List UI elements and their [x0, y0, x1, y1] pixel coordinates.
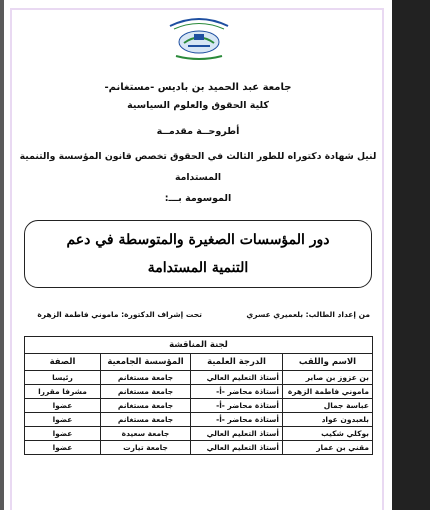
table-row — [25, 399, 373, 413]
committee-caption: لجنة المناقشة — [25, 337, 373, 354]
header-role: الصفة — [25, 354, 101, 371]
member-role: عضوا — [25, 399, 101, 413]
member-name: ماموني فاطمة الزهرة — [283, 385, 373, 399]
degree-line-2: المستدامة — [174, 172, 222, 183]
thesis-title: دور المؤسسات الصغيرة والمتوسطة في دعم التنمية المستدامة — [66, 232, 330, 276]
member-name: بن عزوز بن صابر — [283, 371, 373, 385]
member-role: عضوا — [25, 427, 101, 441]
header-institution: المؤسسة الجامعية — [101, 354, 191, 371]
member-role: عضوا — [25, 413, 101, 427]
member-name: بلعبدون عواد — [283, 413, 373, 427]
committee-table — [24, 336, 373, 455]
member-grade: أستاذة محاضر -أ- — [191, 385, 283, 399]
member-institution: جامعة مستغانم — [101, 399, 191, 413]
member-institution: جامعة سعيدة — [101, 427, 191, 441]
thesis-title-box — [24, 220, 372, 288]
table-row — [25, 385, 373, 399]
table-row — [25, 371, 373, 385]
member-role: مشرفا مقررا — [25, 385, 101, 399]
member-name: بوكلي شكيب — [283, 427, 373, 441]
table-row — [25, 441, 373, 455]
member-grade: أستاذ التعليم العالي — [191, 441, 283, 455]
member-institution: جامعة مستغانم — [101, 371, 191, 385]
document-page — [4, 0, 392, 510]
member-grade: أستاذة محاضر -أ- — [191, 399, 283, 413]
member-name: مقني بن عمار — [283, 441, 373, 455]
member-institution: جامعة مستغانم — [101, 413, 191, 427]
member-grade: أستاذة محاضر -أ- — [191, 413, 283, 427]
member-name: عباسة جمال — [283, 399, 373, 413]
header-name: الاسم واللقب — [283, 354, 373, 371]
student-name: من إعداد الطالب: بلعميري عسري — [246, 310, 370, 319]
member-grade: أستاذ التعليم العالي — [191, 427, 283, 441]
university-name: جامعة عبد الحميد بن باديس -مستغانم- — [104, 82, 292, 93]
member-institution: جامعة تيارت — [101, 441, 191, 455]
viewer-right-panel — [392, 0, 430, 510]
member-role: رئيسا — [25, 371, 101, 385]
table-row — [25, 413, 373, 427]
faculty-name: كلية الحقوق والعلوم السياسية — [127, 100, 269, 111]
titled-label: الموسومة بـــ: — [164, 193, 232, 204]
document-type: أطروحــة مقدمــة — [156, 126, 240, 137]
member-role: عضوا — [25, 441, 101, 455]
supervisor-name: تحت إشراف الدكتورة: ماموني فاطمة الزهرة — [37, 310, 202, 319]
table-row — [25, 427, 373, 441]
member-institution: جامعة مستغانم — [101, 385, 191, 399]
header-grade: الدرجة العلمية — [191, 354, 283, 371]
university-logo — [162, 12, 236, 62]
degree-line-1: لنيل شهادة دكتوراه للطور الثالث في الحقوق تخصص قانون المؤسسة والتنمية — [19, 151, 377, 162]
member-grade: أستاذ التعليم العالي — [191, 371, 283, 385]
